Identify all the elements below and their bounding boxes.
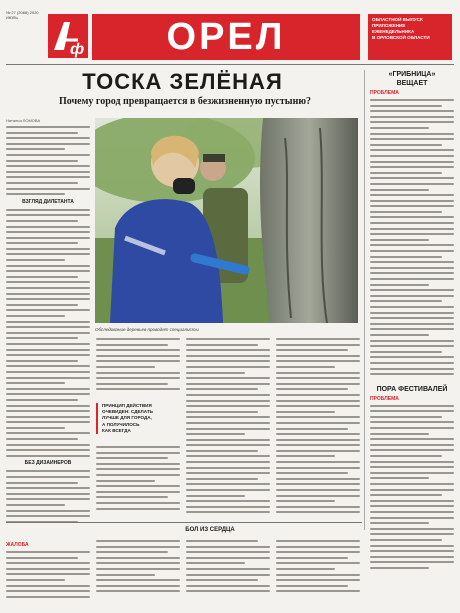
edition-line: ЕЖЕНЕДЕЛЬНИКА [372, 29, 415, 34]
bottom-column-3 [276, 540, 360, 596]
right-section-title: ПОРА ФЕСТИВАЛЕЙ [376, 385, 448, 393]
edition-box [368, 14, 452, 60]
rubric-label: ПРОБЛЕМА [370, 90, 399, 96]
article-headline: ТОСКА ЗЕЛЁНАЯ [82, 69, 283, 94]
article-subtitle: Почему город превращается в безжизненную пустыню? [59, 96, 311, 107]
right-column [370, 70, 454, 573]
quote-line: КАК ВСЕГДА [102, 427, 131, 433]
issue-info [6, 10, 46, 20]
bottom-left-column [6, 540, 90, 601]
masthead-band [92, 14, 360, 60]
svg-text:ф: ф [70, 41, 85, 58]
section-heading: БЕЗ ДИЗАЙНЕРОВ [24, 460, 72, 467]
quote-line: А ПОЛУЧИЛОСЬ [102, 421, 140, 427]
city-title: ОРЕЛ [166, 16, 286, 58]
issue-number: № 27 (2068) 2020 [6, 10, 39, 15]
edition-line: ПРИЛОЖЕНИЕ [372, 23, 406, 28]
quote-line: ОЧЕВИДЕН: СДЕЛАТЬ [102, 409, 153, 415]
left-column [6, 118, 90, 526]
issue-month: ИЮЛЬ [6, 15, 18, 20]
quote-line: ПРИНЦИП ДЕЙСТВИЯ [102, 403, 152, 408]
body-column-1b [96, 446, 180, 513]
bottom-column-1 [96, 540, 180, 596]
bottom-rule [6, 522, 362, 523]
right-title-line-1: «ГРИБНИЦА» [388, 71, 436, 78]
bottom-column-2 [186, 540, 270, 596]
body-column-2 [186, 338, 270, 517]
bottom-rubric: ЖАЛОБА [6, 542, 29, 548]
body-column-3 [276, 338, 360, 517]
masthead-rule [6, 64, 454, 65]
body-column-1 [96, 338, 180, 394]
edition-line: ОБЛАСТНОЙ ВЫПУСК [372, 17, 423, 22]
photo-caption: Обследование деревьев проводят специалисты [95, 327, 199, 332]
article-photo [95, 118, 358, 323]
section-heading: ВЗГЛЯД ДИЛЕТАНТА [22, 198, 74, 205]
bottom-headline: БОЛ ИЗ СЕРДЦА [185, 527, 235, 533]
article-author: Наталья ЛОМОВА [6, 118, 41, 123]
right-title-line-2: ВЕЩАЕТ [396, 80, 428, 87]
quote-line: ЛУЧШЕ ДЛЯ ГОРОДА, [102, 415, 152, 421]
edition-line: В ОРЛОВСКОЙ ОБЛАСТИ [372, 35, 430, 40]
pull-quote [96, 403, 178, 434]
aif-logo [48, 14, 88, 58]
rubric-label: ПРОБЛЕМА [370, 395, 399, 402]
column-divider [364, 70, 365, 530]
